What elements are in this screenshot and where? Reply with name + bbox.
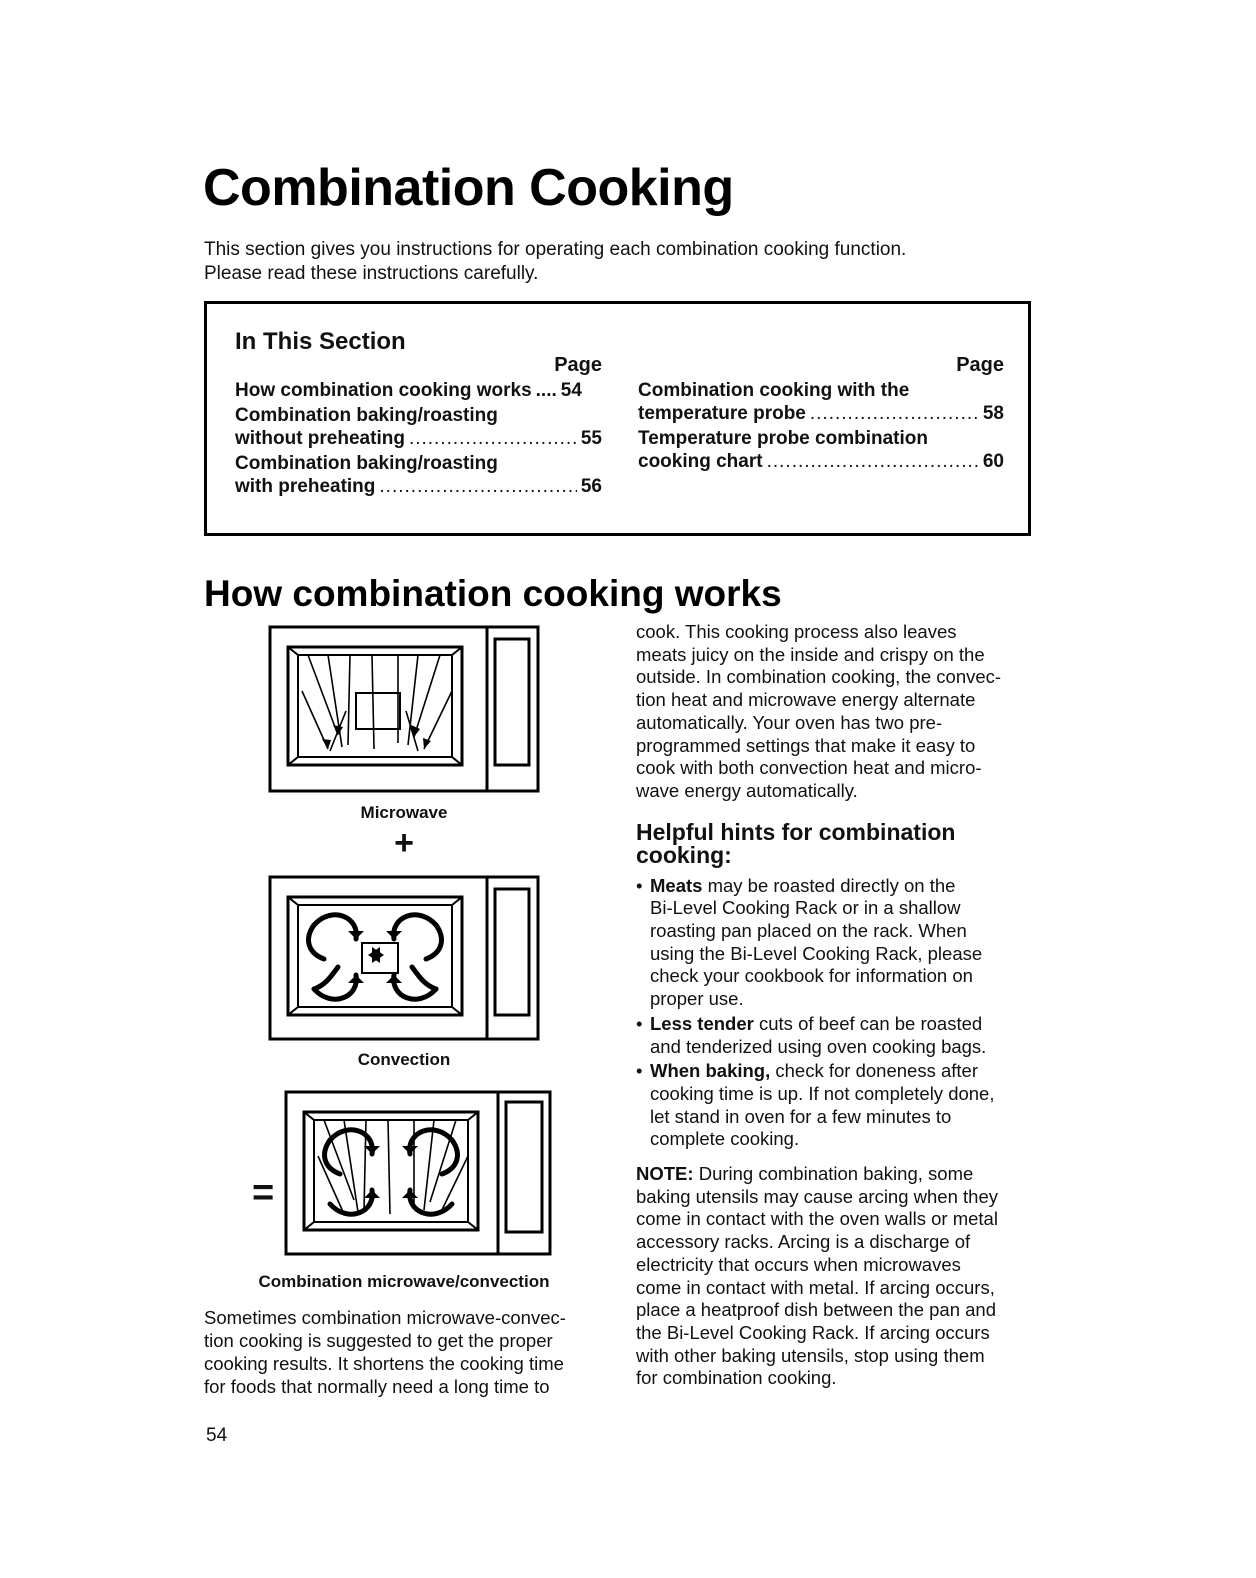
hint-line: let stand in oven for a few minutes to <box>650 1105 952 1127</box>
hint-text: check for doneness after <box>770 1060 978 1082</box>
note-line: the Bi-Level Cooking Rack. If arcing occurs <box>636 1321 990 1343</box>
hints-heading-line: cooking: <box>636 841 732 868</box>
bullet-icon: • <box>636 1060 643 1082</box>
toc-entry-label: Combination cooking with the <box>638 380 910 401</box>
microwave-caption: Microwave <box>360 803 448 822</box>
left-paragraph <box>204 1306 604 1398</box>
toc-entry-label: without preheating <box>235 428 405 449</box>
paragraph-line: tion cooking is suggested to get the proper <box>204 1330 553 1351</box>
note-line: place a heatproof dish between the pan and <box>636 1299 997 1321</box>
toc-leader-dots <box>767 450 979 473</box>
intro-line: This section gives you instructions for operating each combination cooking function. <box>204 239 907 260</box>
bullet-icon: • <box>636 874 643 896</box>
hint-text: may be roasted directly on the <box>702 874 956 896</box>
toc-leader-dots <box>409 427 577 450</box>
toc-entry-page: 55 <box>580 428 602 449</box>
hint-line: cooking time is up. If not completely done, <box>650 1082 995 1104</box>
toc-entry-probe-chart[interactable] <box>638 427 1004 473</box>
hint-line: proper use. <box>650 988 744 1010</box>
hint-item <box>636 1013 1036 1058</box>
toc-entry-page: 58 <box>982 403 1004 424</box>
hint-line: using the Bi-Level Cooking Rack, please <box>650 942 983 964</box>
note-line: come in contact with the oven walls or metal <box>636 1208 998 1230</box>
paragraph-line: for foods that normally need a long time to <box>204 1376 550 1397</box>
hints-heading-line: Helpful hints for combination <box>636 818 956 845</box>
note-line: come in contact with metal. If arcing occurs, <box>636 1276 995 1298</box>
hint-line: check your cookbook for information on <box>650 965 973 987</box>
paragraph-line: Sometimes combination microwave-convec- <box>204 1307 566 1328</box>
toc-entry-without-preheating[interactable] <box>235 404 602 450</box>
toc-entry-label: Temperature probe combination <box>638 428 928 449</box>
toc-page-header: Page <box>956 354 1004 376</box>
hint-line: Bi-Level Cooking Rack or in a shallow <box>650 897 961 919</box>
in-this-section-box <box>204 301 1031 536</box>
note-label: NOTE: <box>636 1163 694 1185</box>
hint-item <box>636 1060 1036 1151</box>
convection-oven-icon <box>268 875 540 1041</box>
toc-entry-how-combination-works[interactable] <box>235 379 602 402</box>
hint-bold: When baking, <box>650 1060 771 1082</box>
hint-line: and tenderized using oven cooking bags. <box>650 1035 987 1057</box>
paragraph-line: programmed settings that make it easy to <box>636 734 976 756</box>
note-line: baking utensils may cause arcing when they <box>636 1185 998 1207</box>
paragraph-line: meats juicy on the inside and crispy on the <box>636 643 985 665</box>
toc-entry-label: cooking chart <box>638 451 763 472</box>
toc-leader-dots <box>379 475 576 498</box>
microwave-oven-icon <box>268 625 540 793</box>
right-paragraph <box>636 621 1036 803</box>
toc-leader-dots <box>810 402 979 425</box>
hint-text: cuts of beef can be roasted <box>753 1012 983 1034</box>
page-number: 54 <box>206 1425 228 1446</box>
toc-leader-dots: .... <box>535 380 557 401</box>
plus-sign: + <box>394 824 414 862</box>
toc-entry-temperature-probe[interactable] <box>638 379 1004 425</box>
note-line: for combination cooking. <box>636 1367 837 1389</box>
convection-caption: Convection <box>357 1050 451 1069</box>
toc-entry-label: Combination baking/roasting <box>235 405 498 426</box>
paragraph-line: cook. This cooking process also leaves <box>636 621 957 642</box>
toc-entry-label: How combination cooking works <box>235 380 532 401</box>
toc-heading: In This Section <box>235 328 406 355</box>
paragraph-line: tion heat and microwave energy alternate <box>636 689 976 711</box>
toc-entry-label: temperature probe <box>638 403 806 424</box>
combination-caption: Combination microwave/convection <box>258 1272 550 1291</box>
hint-item <box>636 875 1036 1011</box>
note-line: electricity that occurs when microwaves <box>636 1253 961 1275</box>
right-column <box>636 621 1036 1390</box>
toc-entry-page: 60 <box>982 451 1004 472</box>
bullet-icon: • <box>636 1012 643 1034</box>
toc-entry-page: 54 <box>560 380 582 401</box>
toc-entry-label: Combination baking/roasting <box>235 453 498 474</box>
section-heading: How combination cooking works <box>204 573 782 614</box>
equals-sign: = <box>252 1172 275 1214</box>
hint-line: roasting pan placed on the rack. When <box>650 920 967 942</box>
page-title: Combination Cooking <box>203 159 734 217</box>
paragraph-line: outside. In combination cooking, the convec- <box>636 666 1002 688</box>
hint-bold: Meats <box>650 874 703 896</box>
note-line: accessory racks. Arcing is a discharge of <box>636 1231 971 1253</box>
toc-left-column <box>235 354 602 498</box>
hint-line: complete cooking. <box>650 1128 800 1150</box>
paragraph-line: cooking results. It shortens the cooking time <box>204 1353 564 1374</box>
paragraph-line: automatically. Your oven has two pre- <box>636 711 943 733</box>
hints-heading <box>636 818 1036 868</box>
paragraph-line: cook with both convection heat and micro- <box>636 757 982 779</box>
intro-text <box>204 238 1004 286</box>
paragraph-line: wave energy automatically. <box>636 779 858 801</box>
intro-line: Please read these instructions carefully. <box>204 263 539 284</box>
combination-oven-icon <box>284 1090 554 1256</box>
note-line: with other baking utensils, stop using them <box>636 1344 985 1366</box>
note-text: During combination baking, some <box>693 1163 974 1185</box>
hints-list <box>636 875 1036 1151</box>
toc-entry-label: with preheating <box>235 476 376 497</box>
toc-entry-page: 56 <box>580 476 602 497</box>
toc-entry-with-preheating[interactable] <box>235 452 602 498</box>
note-block <box>636 1163 1036 1390</box>
toc-page-header: Page <box>554 354 602 376</box>
toc-right-column <box>638 354 1004 473</box>
hint-bold: Less tender <box>650 1012 754 1034</box>
